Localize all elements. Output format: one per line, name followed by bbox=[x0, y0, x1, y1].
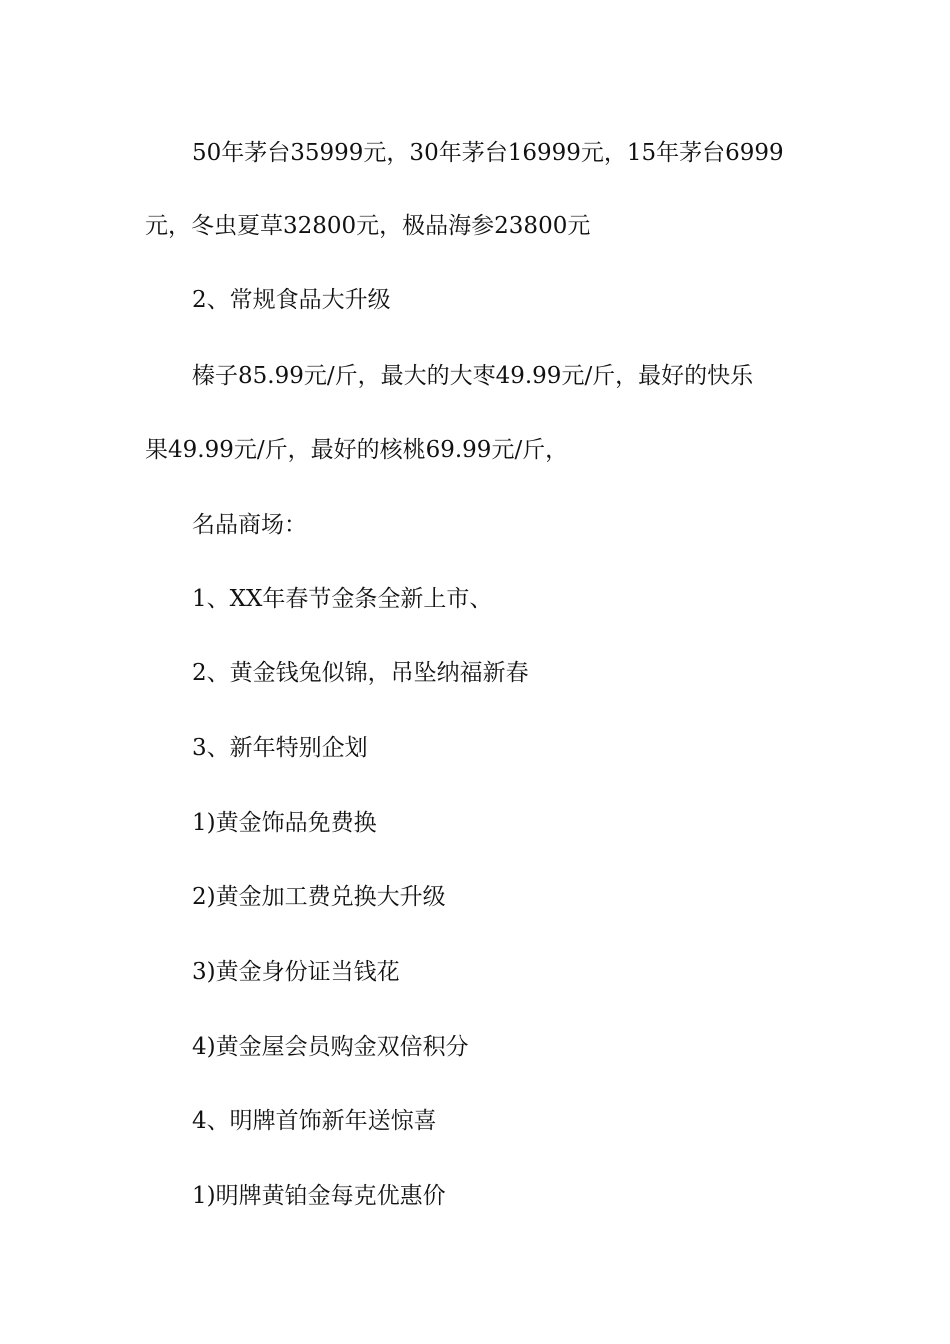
sub-list-item: 4)黄金屋会员购金双倍积分 bbox=[192, 1034, 469, 1060]
paragraph-line: 果49.99元/斤，最好的核桃69.99元/斤， bbox=[145, 437, 569, 463]
list-item: 4、明牌首饰新年送惊喜 bbox=[192, 1108, 437, 1134]
paragraph-line: 榛子85.99元/斤，最大的大枣49.99元/斤，最好的快乐 bbox=[192, 363, 754, 389]
section-heading: 名品商场： bbox=[192, 512, 307, 538]
list-item: 1、XX年春节金条全新上市、 bbox=[192, 586, 493, 612]
sub-list-item: 2)黄金加工费兑换大升级 bbox=[192, 884, 446, 910]
list-item: 3、新年特别企划 bbox=[192, 735, 368, 761]
sub-list-item: 3)黄金身份证当钱花 bbox=[192, 959, 400, 985]
list-item: 2、黄金钱兔似锦，吊坠纳福新春 bbox=[192, 660, 529, 686]
section-heading: 2、常规食品大升级 bbox=[192, 287, 391, 313]
paragraph-line: 50年茅台35999元，30年茅台16999元，15年茅台6999 bbox=[192, 140, 784, 166]
sub-list-item: 1)黄金饰品免费换 bbox=[192, 810, 377, 836]
paragraph-line: 元，冬虫夏草32800元，极品海参23800元 bbox=[145, 213, 591, 239]
sub-list-item: 1)明牌黄铂金每克优惠价 bbox=[192, 1183, 446, 1209]
